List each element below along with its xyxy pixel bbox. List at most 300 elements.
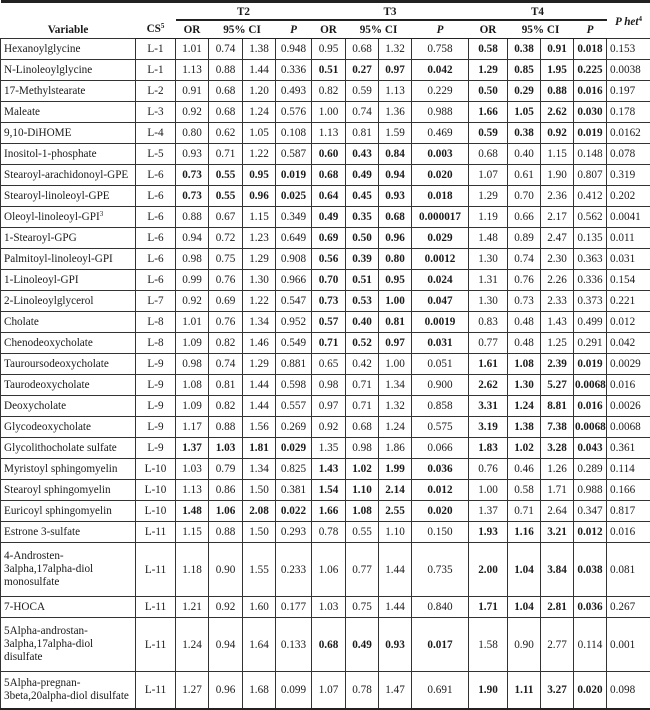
cell-t4-p: 0.043 [574, 438, 607, 459]
table-row [1, 672, 650, 710]
cell-t3-ci-high: 2.55 [379, 501, 412, 522]
table-row [1, 270, 650, 291]
cell-cs: L-6 [136, 186, 176, 207]
header-t4-p: P [574, 20, 607, 39]
cell-t2-or: 0.94 [176, 228, 209, 249]
cell-t4-or: 1.29 [469, 186, 508, 207]
table-row [1, 417, 650, 438]
cell-t3-or: 0.57 [312, 312, 346, 333]
table-row [1, 543, 650, 597]
cell-t2-ci-low: 0.62 [209, 123, 243, 144]
cell-t4-ci-high: 3.21 [541, 522, 574, 543]
cell-variable [1, 291, 136, 312]
cell-t4-ci-low: 0.58 [508, 480, 541, 501]
variable-name: 17-Methylstearate [4, 85, 85, 97]
cell-t4-p: 0.020 [574, 672, 607, 710]
variable-name: Chenodeoxycholate [4, 337, 93, 349]
cell-t4-p: 0.016 [574, 81, 607, 102]
cell-t4-ci-high: 0.88 [541, 81, 574, 102]
cell-t3-or: 0.71 [312, 333, 346, 354]
variable-name: N-Linoleoylglycine [4, 64, 92, 76]
cell-t4-or: 1.07 [469, 165, 508, 186]
cell-t4-ci-high: 1.95 [541, 60, 574, 81]
variable-name: Myristoyl sphingomyelin [4, 463, 117, 475]
cell-t2-ci-low: 0.55 [209, 165, 243, 186]
table-row [1, 249, 650, 270]
cell-t3-or: 0.97 [312, 396, 346, 417]
cell-t3-ci-low: 0.40 [346, 312, 379, 333]
cell-t4-ci-high: 2.62 [541, 102, 574, 123]
cell-t4-or: 1.83 [469, 438, 508, 459]
header-phet: P het$^4$ [607, 2, 650, 39]
cell-t4-ci-high: 2.30 [541, 249, 574, 270]
header-t2-ci: 95% CI [209, 20, 276, 39]
cell-phet: 0.0038 [607, 60, 650, 81]
cell-t4-p: 0.038 [574, 543, 607, 597]
cell-cs: L-9 [136, 375, 176, 396]
cell-cs: L-8 [136, 312, 176, 333]
cell-t4-p: 0.018 [574, 39, 607, 60]
table-row [1, 501, 650, 522]
cell-t4-ci-high: 7.38 [541, 417, 574, 438]
cell-cs: L-1 [136, 39, 176, 60]
table-row [1, 60, 650, 81]
cell-t4-p: 0.988 [574, 480, 607, 501]
cell-t4-ci-high: 1.90 [541, 165, 574, 186]
cell-t4-p: 0.225 [574, 60, 607, 81]
cell-t2-or: 1.09 [176, 333, 209, 354]
cell-t4-or: 1.90 [469, 672, 508, 710]
cell-t4-ci-high: 0.92 [541, 123, 574, 144]
cell-cs: L-11 [136, 672, 176, 710]
cell-cs: L-10 [136, 501, 176, 522]
cell-phet: 0.361 [607, 438, 650, 459]
cell-phet: 0.267 [607, 597, 650, 618]
cell-t4-ci-high: 1.43 [541, 312, 574, 333]
cell-t3-ci-high: 0.93 [379, 186, 412, 207]
cell-t2-ci-low: 0.92 [209, 597, 243, 618]
cell-t2-ci-low: 0.74 [209, 354, 243, 375]
table-row [1, 165, 650, 186]
cell-t3-ci-low: 0.53 [346, 291, 379, 312]
cell-variable [1, 597, 136, 618]
cell-t4-ci-low: 1.38 [508, 417, 541, 438]
variable-name: 1-Linoleoyl-GPI [4, 274, 79, 286]
cell-t4-p: 0.363 [574, 249, 607, 270]
cell-t4-ci-low: 1.30 [508, 375, 541, 396]
cell-t3-ci-low: 0.42 [346, 354, 379, 375]
cell-t3-p: 0.020 [412, 165, 469, 186]
cell-t3-p: 0.229 [412, 81, 469, 102]
cell-t3-ci-high: 1.32 [379, 39, 412, 60]
cell-t2-or: 0.73 [176, 165, 209, 186]
variable-name: Glycolithocholate sulfate [4, 442, 117, 454]
cell-t2-ci-low: 0.75 [209, 249, 243, 270]
cell-t3-ci-high: 1.34 [379, 375, 412, 396]
header-group-t4: T4 [469, 2, 607, 21]
cell-t3-p: 0.758 [412, 39, 469, 60]
table-row [1, 597, 650, 618]
table-row [1, 228, 650, 249]
cell-variable [1, 417, 136, 438]
cell-t2-ci-low: 0.94 [209, 618, 243, 672]
cell-t3-ci-high: 1.32 [379, 396, 412, 417]
cell-t4-ci-low: 1.16 [508, 522, 541, 543]
cell-t3-ci-low: 0.71 [346, 375, 379, 396]
cell-variable [1, 312, 136, 333]
header-group-t2: T2 [176, 2, 312, 21]
cell-phet: 0.078 [607, 144, 650, 165]
cell-variable [1, 123, 136, 144]
cell-t2-ci-low: 0.68 [209, 81, 243, 102]
cell-variable [1, 672, 136, 710]
cell-t3-or: 0.98 [312, 375, 346, 396]
cell-t2-p: 0.649 [276, 228, 312, 249]
cell-t4-or: 1.66 [469, 102, 508, 123]
cell-variable [1, 165, 136, 186]
cell-t2-ci-high: 1.29 [243, 354, 276, 375]
cell-t4-ci-low: 1.05 [508, 102, 541, 123]
cell-phet: 0.031 [607, 249, 650, 270]
cell-t2-ci-high: 1.20 [243, 81, 276, 102]
table-row [1, 186, 650, 207]
cell-variable [1, 354, 136, 375]
cell-t2-p: 0.025 [276, 186, 312, 207]
cell-cs: L-7 [136, 291, 176, 312]
header-t3-p: P [412, 20, 469, 39]
cell-t2-ci-high: 0.95 [243, 165, 276, 186]
cell-t4-p: 0.347 [574, 501, 607, 522]
variable-name: 1-Stearoyl-GPG [4, 232, 77, 244]
cell-t2-or: 0.80 [176, 123, 209, 144]
cell-t3-ci-high: 1.13 [379, 81, 412, 102]
cell-cs: L-9 [136, 396, 176, 417]
cell-t3-p: 0.691 [412, 672, 469, 710]
cell-t3-ci-low: 0.71 [346, 396, 379, 417]
cell-t3-p: 0.575 [412, 417, 469, 438]
cell-t2-ci-low: 1.03 [209, 438, 243, 459]
cell-variable [1, 618, 136, 672]
cell-variable [1, 249, 136, 270]
cell-t3-p: 0.042 [412, 60, 469, 81]
cell-t3-or: 1.54 [312, 480, 346, 501]
header-t4-ci: 95% CI [508, 20, 574, 39]
table-row [1, 459, 650, 480]
header-t3-or: OR [312, 20, 346, 39]
cell-t2-p: 0.598 [276, 375, 312, 396]
cell-t4-ci-low: 0.48 [508, 312, 541, 333]
cell-t4-p: 0.562 [574, 207, 607, 228]
cell-t2-p: 0.549 [276, 333, 312, 354]
cell-t3-or: 0.95 [312, 39, 346, 60]
cell-t4-or: 3.19 [469, 417, 508, 438]
cell-t2-p: 0.022 [276, 501, 312, 522]
table-row [1, 123, 650, 144]
variable-name: Inositol-1-phosphate [4, 148, 97, 160]
cell-t4-ci-low: 1.04 [508, 543, 541, 597]
cell-variable [1, 543, 136, 597]
cell-t4-p: 0.412 [574, 186, 607, 207]
cell-t3-or: 0.65 [312, 354, 346, 375]
cell-t4-or: 1.30 [469, 291, 508, 312]
cell-cs: L-5 [136, 144, 176, 165]
cell-t2-or: 0.92 [176, 291, 209, 312]
cell-t4-or: 1.61 [469, 354, 508, 375]
cell-t4-ci-high: 2.77 [541, 618, 574, 672]
cell-t3-p: 0.003 [412, 144, 469, 165]
cell-t3-ci-low: 0.75 [346, 597, 379, 618]
variable-name: Oleoyl-linoleoyl-GPI [4, 211, 100, 223]
cell-t3-ci-low: 0.45 [346, 186, 379, 207]
cell-t2-p: 0.576 [276, 102, 312, 123]
cell-phet: 0.319 [607, 165, 650, 186]
cell-t2-ci-low: 0.86 [209, 480, 243, 501]
variable-name: Stearoyl-arachidonoyl-GPE [4, 169, 128, 181]
cell-t3-or: 0.49 [312, 207, 346, 228]
cell-t3-ci-low: 0.49 [346, 618, 379, 672]
cell-t2-p: 0.948 [276, 39, 312, 60]
cell-variable [1, 102, 136, 123]
cell-t3-p: 0.900 [412, 375, 469, 396]
cell-t2-ci-high: 1.44 [243, 396, 276, 417]
cell-t3-or: 1.06 [312, 543, 346, 597]
cell-phet: 0.042 [607, 333, 650, 354]
cell-t4-ci-high: 2.26 [541, 270, 574, 291]
cell-t2-ci-low: 0.90 [209, 543, 243, 597]
cell-cs: L-2 [136, 81, 176, 102]
cell-t3-ci-high: 2.14 [379, 480, 412, 501]
header-t2-p: P [276, 20, 312, 39]
cell-t3-or: 0.73 [312, 291, 346, 312]
variable-name: 2-Linoleoylglycerol [4, 295, 93, 307]
cell-cs: L-11 [136, 543, 176, 597]
cell-t2-ci-low: 1.06 [209, 501, 243, 522]
cell-t2-or: 1.21 [176, 597, 209, 618]
cell-t2-or: 0.92 [176, 102, 209, 123]
cell-t2-or: 1.15 [176, 522, 209, 543]
cell-t2-ci-high: 1.23 [243, 228, 276, 249]
cell-t4-ci-low: 0.85 [508, 60, 541, 81]
cell-t4-ci-high: 0.91 [541, 39, 574, 60]
cell-t4-ci-low: 0.48 [508, 333, 541, 354]
table-row [1, 618, 650, 672]
cell-t2-p: 0.019 [276, 165, 312, 186]
cell-t3-p: 0.029 [412, 228, 469, 249]
cell-t3-ci-high: 1.44 [379, 543, 412, 597]
cell-cs: L-11 [136, 522, 176, 543]
cell-t3-p: 0.012 [412, 480, 469, 501]
cell-t3-ci-high: 1.59 [379, 123, 412, 144]
header-t2-or: OR [176, 20, 209, 39]
cell-t4-ci-high: 2.47 [541, 228, 574, 249]
cell-t4-p: 0.019 [574, 354, 607, 375]
cell-phet: 0.166 [607, 480, 650, 501]
cell-t2-ci-low: 0.82 [209, 333, 243, 354]
cell-t4-ci-low: 0.89 [508, 228, 541, 249]
cell-t3-p: 0.150 [412, 522, 469, 543]
header-group-t3: T3 [312, 2, 469, 21]
cell-t3-p: 0.020 [412, 501, 469, 522]
cell-t2-ci-low: 0.88 [209, 522, 243, 543]
cell-t4-p: 0.030 [574, 102, 607, 123]
cell-variable [1, 81, 136, 102]
cell-variable [1, 333, 136, 354]
cell-cs: L-9 [136, 417, 176, 438]
table-row [1, 333, 650, 354]
cell-t4-ci-high: 8.81 [541, 396, 574, 417]
cell-t4-ci-low: 0.61 [508, 165, 541, 186]
cell-t4-ci-high: 1.25 [541, 333, 574, 354]
variable-name: Tauroursodeoxycholate [4, 358, 109, 370]
cell-variable [1, 186, 136, 207]
cell-t3-ci-low: 0.81 [346, 123, 379, 144]
cell-variable [1, 60, 136, 81]
cell-t2-or: 1.03 [176, 459, 209, 480]
cell-t3-ci-high: 1.99 [379, 459, 412, 480]
cell-phet: 0.0026 [607, 396, 650, 417]
cell-t3-p: 0.000017 [412, 207, 469, 228]
cell-t4-ci-high: 2.64 [541, 501, 574, 522]
cell-t3-p: 0.047 [412, 291, 469, 312]
cell-phet: 0.817 [607, 501, 650, 522]
cell-cs: L-10 [136, 459, 176, 480]
cell-cs: L-6 [136, 207, 176, 228]
cell-cs: L-3 [136, 102, 176, 123]
cell-variable [1, 228, 136, 249]
cell-t4-ci-high: 1.71 [541, 480, 574, 501]
cell-t4-or: 0.76 [469, 459, 508, 480]
cell-t2-ci-low: 0.76 [209, 312, 243, 333]
cell-t2-ci-low: 0.74 [209, 39, 243, 60]
cell-t4-p: 0.373 [574, 291, 607, 312]
cell-t4-or: 1.29 [469, 60, 508, 81]
variable-name: Taurodeoxycholate [4, 379, 90, 391]
cell-t2-or: 0.99 [176, 270, 209, 291]
cell-t2-or: 1.27 [176, 672, 209, 710]
cell-t3-ci-high: 0.84 [379, 144, 412, 165]
cell-t2-or: 1.08 [176, 375, 209, 396]
cell-t2-p: 0.293 [276, 522, 312, 543]
cell-t4-p: 0.135 [574, 228, 607, 249]
cell-phet: 0.154 [607, 270, 650, 291]
cell-t2-ci-low: 0.55 [209, 186, 243, 207]
cell-t4-p: 0.148 [574, 144, 607, 165]
cell-t2-ci-low: 0.69 [209, 291, 243, 312]
cell-t3-ci-high: 0.97 [379, 333, 412, 354]
variable-name: Stearoyl-linoleoyl-GPE [4, 190, 110, 202]
variable-name: 5Alpha-androstan-3alpha,17alpha-diol disulfate [4, 625, 93, 663]
cell-t4-ci-low: 0.46 [508, 459, 541, 480]
cell-t2-ci-high: 1.22 [243, 291, 276, 312]
cell-t3-p: 0.036 [412, 459, 469, 480]
table-row [1, 438, 650, 459]
cell-t2-or: 1.09 [176, 396, 209, 417]
cell-t4-or: 0.50 [469, 81, 508, 102]
cell-t2-ci-low: 0.96 [209, 672, 243, 710]
cell-t4-p: 0.336 [574, 270, 607, 291]
table-row [1, 354, 650, 375]
cell-variable [1, 396, 136, 417]
cell-phet: 0.153 [607, 39, 650, 60]
cell-t2-or: 1.18 [176, 543, 209, 597]
cell-t4-ci-high: 2.36 [541, 186, 574, 207]
cell-t2-p: 0.908 [276, 249, 312, 270]
cell-t3-or: 0.92 [312, 417, 346, 438]
cell-variable [1, 207, 136, 228]
header-variable: Variable [1, 2, 136, 39]
cell-t3-or: 0.82 [312, 81, 346, 102]
cell-t2-or: 1.13 [176, 60, 209, 81]
cell-t2-p: 0.133 [276, 618, 312, 672]
cell-t3-ci-low: 0.59 [346, 81, 379, 102]
cell-cs: L-11 [136, 618, 176, 672]
cell-phet: 0.202 [607, 186, 650, 207]
cell-t3-p: 0.988 [412, 102, 469, 123]
cell-t2-ci-low: 0.71 [209, 144, 243, 165]
cell-t3-ci-high: 0.93 [379, 618, 412, 672]
cell-phet: 0.098 [607, 672, 650, 710]
cell-t2-p: 0.108 [276, 123, 312, 144]
cell-t3-p: 0.469 [412, 123, 469, 144]
cell-t2-ci-high: 1.44 [243, 60, 276, 81]
cell-t2-ci-high: 1.34 [243, 459, 276, 480]
cell-t2-p: 0.557 [276, 396, 312, 417]
table-row [1, 207, 650, 228]
footnote-marker: 3 [100, 210, 104, 218]
cell-t2-ci-high: 1.64 [243, 618, 276, 672]
cell-t2-ci-high: 2.08 [243, 501, 276, 522]
cell-t3-ci-low: 0.77 [346, 543, 379, 597]
cell-cs: L-10 [136, 480, 176, 501]
cell-phet: 0.011 [607, 228, 650, 249]
cell-t2-ci-low: 0.82 [209, 396, 243, 417]
cell-t4-or: 1.48 [469, 228, 508, 249]
cell-t4-ci-high: 2.33 [541, 291, 574, 312]
header-t3-ci: 95% CI [346, 20, 412, 39]
cell-t2-or: 1.24 [176, 618, 209, 672]
cell-t2-or: 0.88 [176, 207, 209, 228]
cell-cs: L-8 [136, 333, 176, 354]
cell-t3-ci-high: 1.36 [379, 102, 412, 123]
cell-t2-p: 0.099 [276, 672, 312, 710]
cell-t4-p: 0.114 [574, 618, 607, 672]
cell-t2-ci-high: 1.29 [243, 249, 276, 270]
cell-t3-ci-low: 0.27 [346, 60, 379, 81]
cell-t4-or: 1.31 [469, 270, 508, 291]
cell-t3-ci-high: 1.10 [379, 522, 412, 543]
cell-t2-or: 0.98 [176, 249, 209, 270]
variable-name: 7-HOCA [4, 601, 45, 613]
cell-phet: 0.016 [607, 375, 650, 396]
header-row-groups [1, 2, 650, 21]
table-row [1, 396, 650, 417]
cell-cs: L-6 [136, 228, 176, 249]
cell-t2-ci-low: 0.79 [209, 459, 243, 480]
cell-t4-ci-low: 0.76 [508, 270, 541, 291]
cell-phet: 0.012 [607, 312, 650, 333]
cell-t4-ci-low: 0.38 [508, 123, 541, 144]
cell-t3-ci-low: 0.39 [346, 249, 379, 270]
cell-t2-ci-high: 1.81 [243, 438, 276, 459]
cell-t3-ci-low: 0.78 [346, 672, 379, 710]
cell-t4-ci-low: 1.04 [508, 597, 541, 618]
cell-t4-or: 3.31 [469, 396, 508, 417]
cell-phet: 0.0162 [607, 123, 650, 144]
cell-t3-ci-low: 0.68 [346, 417, 379, 438]
cell-t4-ci-high: 2.81 [541, 597, 574, 618]
cell-t4-or: 0.77 [469, 333, 508, 354]
variable-name: Stearoyl sphingomyelin [4, 484, 111, 496]
